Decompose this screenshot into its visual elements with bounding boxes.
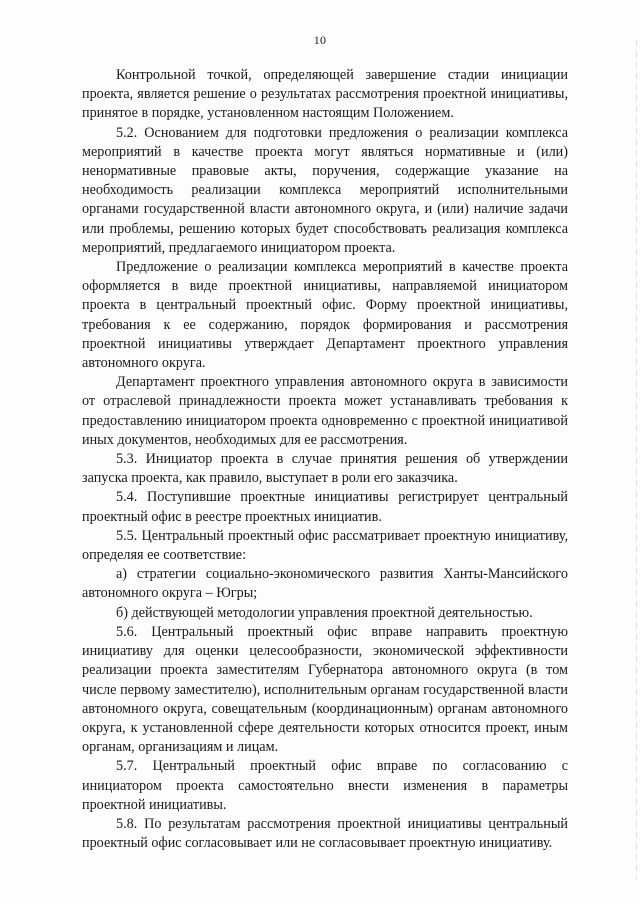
- paragraph-5-2: 5.2. Основанием для подготовки предложения о реализации комплекса мероприятий в качестве проекта могут являться нормативные и (или) ненормативные правовые акты, поручения, содержащие указание на необходимость реализации комплекса мероприятий исполнительными органами государственной власти автономного округа, и (или) наличие задачи или проблемы, решению которых будет способствовать реализация комплекса мероприятий, предлагаемого инициатором проекта.: [82, 124, 568, 256]
- paragraph-5-3: 5.3. Инициатор проекта в случае принятия решения об утверждении запуска проекта, как правило, выступает в роли его заказчика.: [82, 451, 568, 487]
- paragraph-5-5: 5.5. Центральный проектный офис рассматривает проектную инициативу, определяя ее соответствие:: [82, 527, 568, 564]
- paragraph-5-5-a: а) стратегии социально-экономического развития Ханты-Мансийского автономного округа – Югры;: [82, 566, 568, 602]
- paragraph-department-requirements: Департамент проектного управления автономного округа в зависимости от отраслевой принадлежности проекта может устанавливать требования к предоставлению инициатором проекта одновременно с проектной инициативой иных документов, необходимых для ее рассмотрения.: [82, 374, 568, 448]
- document-body: [82, 66, 568, 853]
- scan-edge-mark: [636, 40, 637, 880]
- paragraph-control-point: Контрольной точкой, определяющей завершение стадии инициации проекта, является решение о результатах рассмотрения проектной инициативы, принятое в порядке, установленном настоящим Положением.: [82, 67, 568, 122]
- page-number: 10: [313, 33, 327, 47]
- paragraph-5-8: 5.8. По результатам рассмотрения проектной инициативы центральный проектный офис согласовывает или не согласовывает проектную инициативу.: [82, 815, 568, 852]
- paragraph-5-4: 5.4. Поступившие проектные инициативы регистрирует центральный проектный офис в реестре проектных инициатив.: [82, 489, 568, 525]
- paragraph-5-5-b: б) действующей методологии управления проектной деятельностью.: [116, 604, 533, 621]
- paragraph-initiative-proposal: Предложение о реализации комплекса мероприятий в качестве проекта оформляется в виде проектной инициативы, направляемой инициатором проекта в центральный проектный офис. Форму проектной инициативы, требования к ее содержанию, порядок формирования и рассмотрения проектной инициативы утверждает Департамент проектного управления автономного округа.: [82, 259, 568, 372]
- paragraph-5-6: 5.6. Центральный проектный офис вправе направить проектную инициативу для оценки целесообразности, экономической эффективности реализации проекта заместителям Губернатора автономного округа (в том числе первому заместителю), исполнительным органам государственной власти автономного округа, совещательным (координационным) органам автономного округа, к установленной сфере деятельности которых относится проект, иным органам, организациям и лицам.: [82, 623, 568, 756]
- paragraph-5-7: 5.7. Центральный проектный офис вправе по согласованию с инициатором проекта самостоятельно внести изменения в параметры проектной инициативы.: [82, 758, 568, 813]
